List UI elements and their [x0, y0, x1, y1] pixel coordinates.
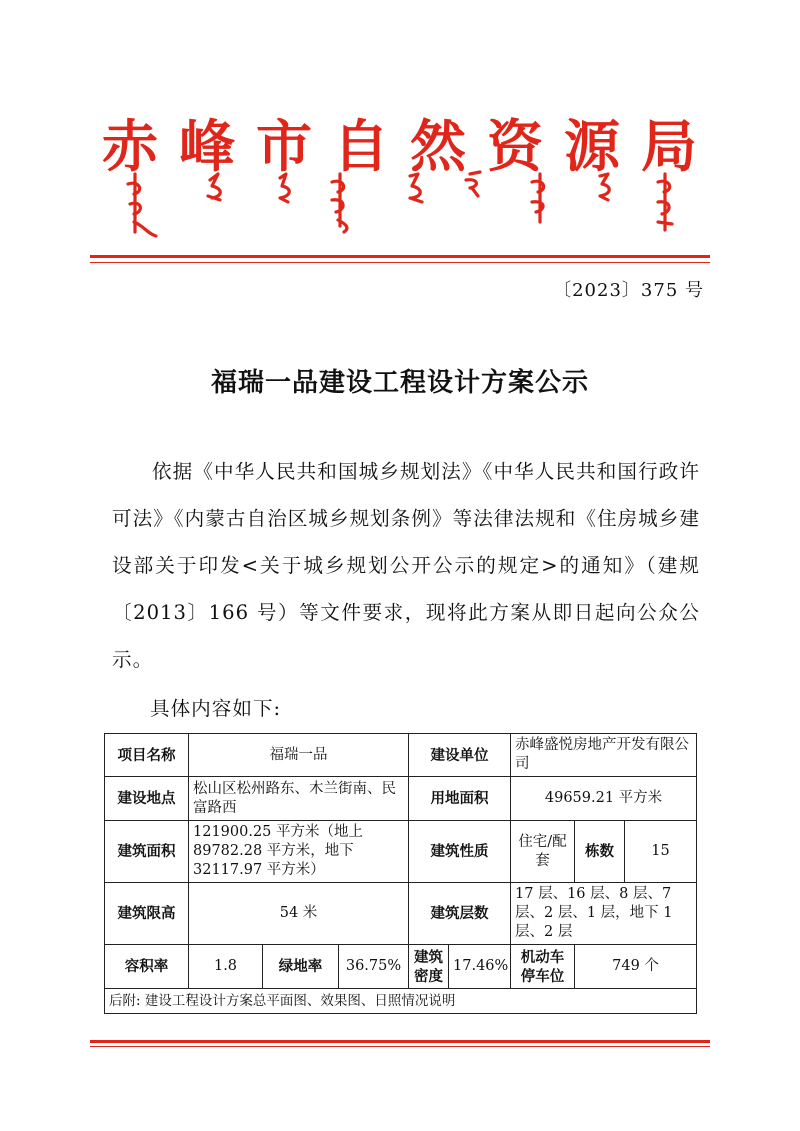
header-rule-thick — [90, 255, 710, 258]
project-info-table — [104, 733, 697, 1014]
document-title: 福瑞一品建设工程设计方案公示 — [210, 368, 589, 398]
location-value: 松山区松州路东、木兰街南、民富路西 — [189, 777, 409, 821]
mongolian-script-logo — [100, 170, 700, 240]
location-label: 建设地点 — [105, 777, 189, 821]
footer-rule-thick — [90, 1040, 710, 1043]
parking-value: 749 个 — [575, 945, 697, 989]
land-area-value: 49659.21 平方米 — [511, 777, 697, 821]
green-value: 36.75% — [339, 945, 409, 989]
agency-name: 赤峰市自然资源局 — [102, 114, 718, 180]
floor-area-label: 建筑面积 — [105, 821, 189, 883]
project-name-label: 项目名称 — [105, 734, 189, 777]
body-paragraph: 依据《中华人民共和国城乡规划法》《中华人民共和国行政许可法》《内蒙古自治区城乡规划条例》等法律法规和《住房城乡建设部关于印发<关于城乡规划公开公示的规定>的通知》（建规〔2013〕166 号）等文件要求，现将此方案从即日起向公众公示。 — [112, 460, 700, 671]
green-label: 绿地率 — [263, 945, 339, 989]
developer-label: 建设单位 — [409, 734, 511, 777]
footer-rule-thin — [90, 1046, 710, 1047]
header-rule-thin — [90, 262, 710, 263]
storeys-label: 建筑层数 — [409, 883, 511, 945]
density-label: 建筑密度 — [409, 945, 449, 989]
document-number: 〔2023〕375 号 — [553, 280, 704, 301]
developer-value: 赤峰盛悦房地产开发有限公司 — [511, 734, 697, 777]
height-limit-value: 54 米 — [189, 883, 409, 945]
content-subhead: 具体内容如下: — [150, 697, 282, 720]
table-footnote: 后附: 建设工程设计方案总平面图、效果图、日照情况说明 — [105, 989, 697, 1014]
density-value: 17.46% — [449, 945, 511, 989]
land-area-label: 用地面积 — [409, 777, 511, 821]
far-label: 容积率 — [105, 945, 189, 989]
floor-area-value: 121900.25 平方米（地上 89782.28 平方米，地下 32117.97 平方米） — [189, 821, 409, 883]
nature-label: 建筑性质 — [409, 821, 511, 883]
project-name-value: 福瑞一品 — [189, 734, 409, 777]
height-limit-label: 建筑限高 — [105, 883, 189, 945]
far-value: 1.8 — [189, 945, 263, 989]
parking-label: 机动车停车位 — [511, 945, 575, 989]
buildings-label: 栋数 — [575, 821, 625, 883]
buildings-value: 15 — [625, 821, 697, 883]
storeys-value: 17 层、16 层、8 层、7 层、2 层、1 层，地下 1 层、2 层 — [511, 883, 697, 945]
nature-value: 住宅/配套 — [511, 821, 575, 883]
